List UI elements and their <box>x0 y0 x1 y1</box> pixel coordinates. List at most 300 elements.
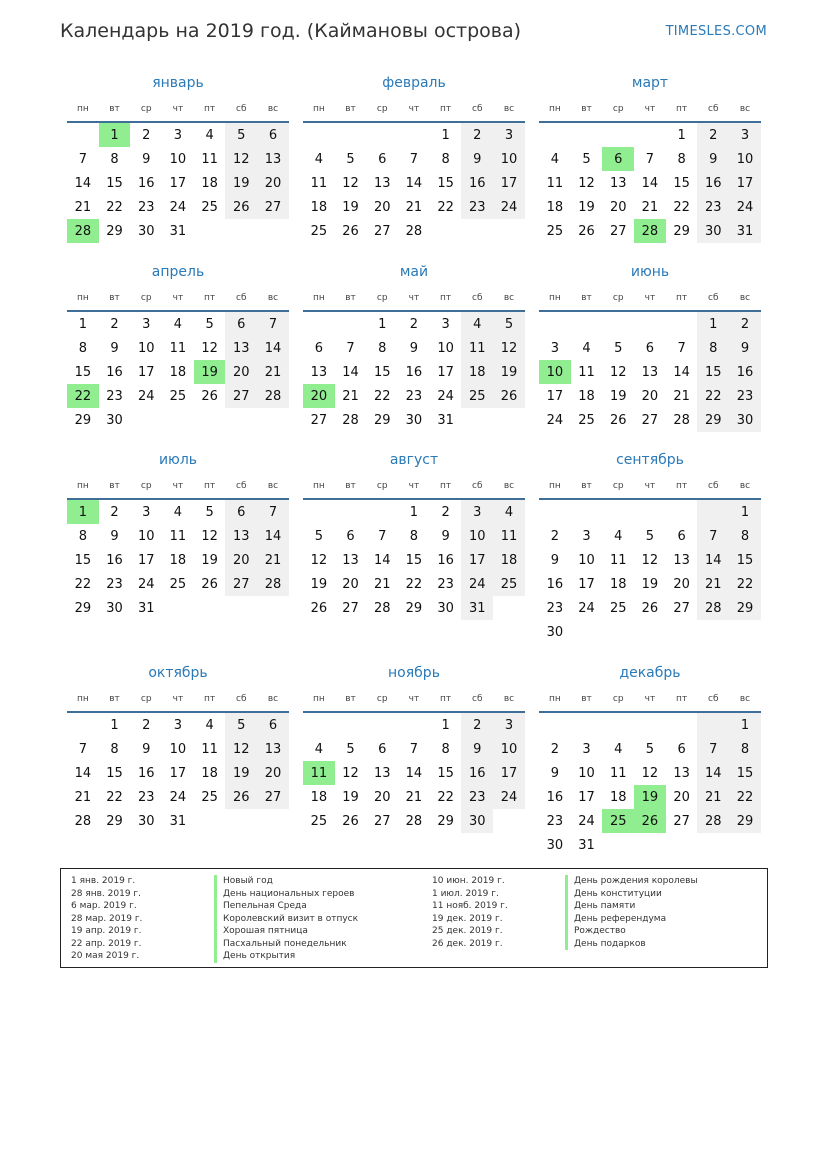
day-cell[interactable]: 18 <box>169 364 187 380</box>
day-cell[interactable]: 22 <box>729 785 761 809</box>
day-cell[interactable]: 16 <box>697 171 729 195</box>
day-cell[interactable]: 15 <box>697 360 729 384</box>
day-cell[interactable]: 9 <box>409 340 419 356</box>
day-cell[interactable]: 13 <box>257 737 289 761</box>
day-cell[interactable]: 11 <box>201 151 218 167</box>
day-cell[interactable]: 19 <box>225 171 257 195</box>
day-cell[interactable]: 7 <box>409 741 419 757</box>
day-cell[interactable]: 25 <box>602 809 634 833</box>
day-cell[interactable]: 6 <box>225 312 257 336</box>
day-cell[interactable]: 22 <box>697 384 729 408</box>
day-cell[interactable]: 13 <box>373 175 391 191</box>
day-cell[interactable]: 13 <box>641 364 659 380</box>
day-cell[interactable]: 27 <box>225 572 257 596</box>
day-cell[interactable]: 27 <box>225 384 257 408</box>
day-cell[interactable]: 22 <box>106 789 123 805</box>
day-cell[interactable]: 14 <box>641 175 659 191</box>
day-cell[interactable]: 26 <box>634 809 666 833</box>
day-cell[interactable]: 6 <box>677 528 686 544</box>
day-cell[interactable]: 12 <box>201 340 218 356</box>
day-cell[interactable]: 29 <box>697 408 729 432</box>
day-cell[interactable]: 8 <box>677 151 686 167</box>
day-cell[interactable]: 27 <box>673 600 690 616</box>
day-cell[interactable]: 6 <box>314 340 323 356</box>
day-cell[interactable]: 29 <box>373 412 391 428</box>
day-cell[interactable]: 4 <box>314 151 323 167</box>
day-cell[interactable]: 8 <box>110 151 119 167</box>
day-cell[interactable]: 13 <box>225 336 257 360</box>
day-cell[interactable]: 1 <box>409 504 419 520</box>
day-cell[interactable]: 27 <box>257 785 289 809</box>
day-cell[interactable]: 7 <box>257 500 289 524</box>
day-cell[interactable]: 5 <box>645 741 655 757</box>
day-cell[interactable]: 18 <box>546 199 564 215</box>
day-cell[interactable]: 6 <box>602 147 634 171</box>
day-cell[interactable]: 14 <box>257 336 289 360</box>
day-cell[interactable]: 25 <box>201 199 218 215</box>
day-cell[interactable]: 15 <box>74 552 92 568</box>
day-cell[interactable]: 22 <box>106 199 123 215</box>
day-cell[interactable]: 6 <box>645 340 655 356</box>
day-cell[interactable]: 13 <box>310 364 328 380</box>
day-cell[interactable]: 23 <box>729 384 761 408</box>
day-cell[interactable]: 18 <box>609 789 627 805</box>
day-cell[interactable]: 29 <box>729 809 761 833</box>
day-cell[interactable]: 23 <box>137 199 155 215</box>
day-cell[interactable]: 5 <box>582 151 591 167</box>
day-cell[interactable]: 14 <box>673 364 690 380</box>
day-cell[interactable]: 24 <box>578 600 595 616</box>
day-cell[interactable]: 12 <box>225 147 257 171</box>
day-cell[interactable]: 19 <box>225 761 257 785</box>
day-cell[interactable]: 2 <box>461 123 493 147</box>
day-cell[interactable]: 15 <box>74 364 92 380</box>
day-cell[interactable]: 25 <box>310 223 328 239</box>
day-cell[interactable]: 18 <box>201 175 218 191</box>
day-cell[interactable]: 5 <box>346 741 355 757</box>
day-cell[interactable]: 10 <box>493 147 525 171</box>
day-cell[interactable]: 13 <box>225 524 257 548</box>
day-cell[interactable]: 11 <box>303 761 335 785</box>
day-cell[interactable]: 4 <box>550 151 559 167</box>
day-cell[interactable]: 31 <box>461 596 493 620</box>
day-cell[interactable]: 15 <box>729 761 761 785</box>
day-cell[interactable]: 5 <box>645 528 655 544</box>
day-cell[interactable]: 20 <box>641 388 659 404</box>
day-cell[interactable]: 31 <box>137 600 155 616</box>
brand-link[interactable]: TIMESLES.COM <box>665 24 767 39</box>
day-cell[interactable]: 3 <box>142 504 151 520</box>
day-cell[interactable]: 8 <box>78 528 87 544</box>
day-cell[interactable]: 4 <box>614 741 623 757</box>
day-cell[interactable]: 24 <box>137 388 155 404</box>
day-cell[interactable]: 25 <box>169 388 187 404</box>
day-cell[interactable]: 7 <box>378 528 387 544</box>
day-cell[interactable]: 30 <box>137 813 155 829</box>
day-cell[interactable]: 1 <box>729 713 761 737</box>
day-cell[interactable]: 28 <box>373 600 391 616</box>
day-cell[interactable]: 24 <box>169 199 187 215</box>
day-cell[interactable]: 18 <box>310 199 328 215</box>
day-cell[interactable]: 3 <box>173 717 183 733</box>
day-cell[interactable]: 9 <box>461 147 493 171</box>
day-cell[interactable]: 24 <box>137 576 155 592</box>
day-cell[interactable]: 17 <box>137 552 155 568</box>
day-cell[interactable]: 20 <box>257 171 289 195</box>
day-cell[interactable]: 18 <box>493 548 525 572</box>
day-cell[interactable]: 26 <box>310 600 328 616</box>
day-cell[interactable]: 11 <box>310 175 328 191</box>
day-cell[interactable]: 1 <box>110 717 119 733</box>
day-cell[interactable]: 30 <box>405 412 423 428</box>
day-cell[interactable]: 16 <box>137 765 155 781</box>
day-cell[interactable]: 5 <box>205 504 214 520</box>
day-cell[interactable]: 13 <box>673 765 690 781</box>
day-cell[interactable]: 23 <box>106 388 123 404</box>
day-cell[interactable]: 24 <box>546 412 564 428</box>
day-cell[interactable]: 13 <box>673 552 690 568</box>
day-cell[interactable]: 6 <box>257 713 289 737</box>
day-cell[interactable]: 29 <box>106 223 123 239</box>
day-cell[interactable]: 2 <box>729 312 761 336</box>
day-cell[interactable]: 1 <box>441 127 450 143</box>
day-cell[interactable]: 17 <box>578 576 595 592</box>
day-cell[interactable]: 30 <box>137 223 155 239</box>
day-cell[interactable]: 8 <box>441 741 450 757</box>
day-cell[interactable]: 30 <box>697 219 729 243</box>
day-cell[interactable]: 31 <box>578 837 595 853</box>
day-cell[interactable]: 10 <box>578 765 595 781</box>
day-cell[interactable]: 31 <box>729 219 761 243</box>
day-cell[interactable]: 5 <box>314 528 323 544</box>
day-cell[interactable]: 8 <box>378 340 387 356</box>
day-cell[interactable]: 14 <box>74 175 92 191</box>
day-cell[interactable]: 29 <box>437 813 454 829</box>
day-cell[interactable]: 29 <box>74 600 92 616</box>
day-cell[interactable]: 10 <box>137 528 155 544</box>
day-cell[interactable]: 10 <box>169 741 187 757</box>
day-cell[interactable]: 29 <box>673 223 690 239</box>
day-cell[interactable]: 11 <box>578 364 595 380</box>
day-cell[interactable]: 21 <box>405 789 423 805</box>
day-cell[interactable]: 14 <box>697 548 729 572</box>
day-cell[interactable]: 3 <box>461 500 493 524</box>
day-cell[interactable]: 3 <box>493 123 525 147</box>
day-cell[interactable]: 16 <box>437 552 454 568</box>
day-cell[interactable]: 10 <box>461 524 493 548</box>
day-cell[interactable]: 28 <box>74 813 92 829</box>
day-cell[interactable]: 26 <box>201 576 218 592</box>
day-cell[interactable]: 25 <box>546 223 564 239</box>
day-cell[interactable]: 9 <box>461 737 493 761</box>
day-cell[interactable]: 10 <box>169 151 187 167</box>
day-cell[interactable]: 27 <box>373 813 391 829</box>
day-cell[interactable]: 6 <box>677 741 686 757</box>
day-cell[interactable]: 4 <box>205 717 214 733</box>
day-cell[interactable]: 21 <box>74 199 92 215</box>
day-cell[interactable]: 1 <box>677 127 686 143</box>
day-cell[interactable]: 27 <box>310 412 328 428</box>
day-cell[interactable]: 15 <box>673 175 690 191</box>
day-cell[interactable]: 6 <box>225 500 257 524</box>
day-cell[interactable]: 14 <box>405 765 423 781</box>
day-cell[interactable]: 12 <box>342 765 359 781</box>
day-cell[interactable]: 22 <box>437 199 454 215</box>
day-cell[interactable]: 9 <box>110 528 119 544</box>
day-cell[interactable]: 20 <box>257 761 289 785</box>
day-cell[interactable]: 15 <box>437 175 454 191</box>
day-cell[interactable]: 7 <box>697 524 729 548</box>
day-cell[interactable]: 22 <box>437 789 454 805</box>
day-cell[interactable]: 14 <box>257 524 289 548</box>
day-cell[interactable]: 3 <box>493 713 525 737</box>
day-cell[interactable]: 19 <box>609 388 627 404</box>
day-cell[interactable]: 24 <box>493 785 525 809</box>
day-cell[interactable]: 15 <box>729 548 761 572</box>
day-cell[interactable]: 26 <box>342 223 359 239</box>
day-cell[interactable]: 29 <box>729 596 761 620</box>
day-cell[interactable]: 16 <box>461 171 493 195</box>
day-cell[interactable]: 7 <box>409 151 419 167</box>
day-cell[interactable]: 12 <box>578 175 595 191</box>
day-cell[interactable]: 11 <box>201 741 218 757</box>
day-cell[interactable]: 3 <box>729 123 761 147</box>
day-cell[interactable]: 28 <box>405 813 423 829</box>
day-cell[interactable]: 25 <box>493 572 525 596</box>
day-cell[interactable]: 26 <box>201 388 218 404</box>
day-cell[interactable]: 9 <box>697 147 729 171</box>
day-cell[interactable]: 9 <box>729 336 761 360</box>
day-cell[interactable]: 27 <box>609 223 627 239</box>
day-cell[interactable]: 16 <box>106 552 123 568</box>
day-cell[interactable]: 24 <box>461 572 493 596</box>
day-cell[interactable]: 4 <box>493 500 525 524</box>
day-cell[interactable]: 7 <box>697 737 729 761</box>
day-cell[interactable]: 20 <box>373 789 391 805</box>
day-cell[interactable]: 29 <box>405 600 423 616</box>
day-cell[interactable]: 21 <box>405 199 423 215</box>
day-cell[interactable]: 2 <box>461 713 493 737</box>
day-cell[interactable]: 17 <box>493 761 525 785</box>
day-cell[interactable]: 19 <box>342 199 359 215</box>
day-cell[interactable]: 3 <box>582 741 591 757</box>
day-cell[interactable]: 25 <box>169 576 187 592</box>
day-cell[interactable]: 25 <box>578 412 595 428</box>
day-cell[interactable]: 16 <box>405 364 423 380</box>
day-cell[interactable]: 28 <box>342 412 359 428</box>
day-cell[interactable]: 7 <box>78 151 87 167</box>
day-cell[interactable]: 8 <box>697 336 729 360</box>
day-cell[interactable]: 13 <box>257 147 289 171</box>
day-cell[interactable]: 19 <box>342 789 359 805</box>
day-cell[interactable]: 14 <box>74 765 92 781</box>
day-cell[interactable]: 18 <box>201 765 218 781</box>
day-cell[interactable]: 22 <box>673 199 690 215</box>
day-cell[interactable]: 12 <box>342 175 359 191</box>
day-cell[interactable]: 24 <box>437 388 454 404</box>
day-cell[interactable]: 22 <box>74 576 92 592</box>
day-cell[interactable]: 28 <box>697 809 729 833</box>
day-cell[interactable]: 18 <box>310 789 328 805</box>
day-cell[interactable]: 19 <box>493 360 525 384</box>
day-cell[interactable]: 28 <box>405 223 423 239</box>
day-cell[interactable]: 10 <box>578 552 595 568</box>
day-cell[interactable]: 3 <box>582 528 591 544</box>
day-cell[interactable]: 1 <box>67 500 99 524</box>
day-cell[interactable]: 28 <box>257 384 289 408</box>
day-cell[interactable]: 25 <box>201 789 218 805</box>
day-cell[interactable]: 17 <box>546 388 564 404</box>
day-cell[interactable]: 24 <box>169 789 187 805</box>
day-cell[interactable]: 13 <box>373 765 391 781</box>
day-cell[interactable]: 20 <box>342 576 359 592</box>
day-cell[interactable]: 22 <box>405 576 423 592</box>
day-cell[interactable]: 5 <box>493 312 525 336</box>
day-cell[interactable]: 17 <box>169 175 187 191</box>
day-cell[interactable]: 16 <box>137 175 155 191</box>
day-cell[interactable]: 6 <box>378 151 387 167</box>
day-cell[interactable]: 2 <box>142 127 151 143</box>
day-cell[interactable]: 6 <box>378 741 387 757</box>
day-cell[interactable]: 16 <box>461 761 493 785</box>
day-cell[interactable]: 8 <box>441 151 450 167</box>
day-cell[interactable]: 1 <box>697 312 729 336</box>
day-cell[interactable]: 19 <box>634 785 666 809</box>
day-cell[interactable]: 15 <box>437 765 454 781</box>
day-cell[interactable]: 20 <box>373 199 391 215</box>
day-cell[interactable]: 8 <box>409 528 419 544</box>
day-cell[interactable]: 17 <box>461 548 493 572</box>
day-cell[interactable]: 5 <box>346 151 355 167</box>
day-cell[interactable]: 1 <box>99 123 131 147</box>
day-cell[interactable]: 4 <box>205 127 214 143</box>
day-cell[interactable]: 17 <box>137 364 155 380</box>
day-cell[interactable]: 17 <box>578 789 595 805</box>
day-cell[interactable]: 18 <box>461 360 493 384</box>
day-cell[interactable]: 24 <box>729 195 761 219</box>
day-cell[interactable]: 16 <box>106 364 123 380</box>
day-cell[interactable]: 1 <box>378 316 387 332</box>
day-cell[interactable]: 31 <box>169 223 187 239</box>
day-cell[interactable]: 12 <box>225 737 257 761</box>
day-cell[interactable]: 21 <box>641 199 659 215</box>
day-cell[interactable]: 21 <box>373 576 391 592</box>
day-cell[interactable]: 30 <box>729 408 761 432</box>
day-cell[interactable]: 20 <box>303 384 335 408</box>
day-cell[interactable]: 22 <box>373 388 391 404</box>
day-cell[interactable]: 15 <box>106 175 123 191</box>
day-cell[interactable]: 28 <box>257 572 289 596</box>
day-cell[interactable]: 7 <box>257 312 289 336</box>
day-cell[interactable]: 21 <box>257 360 289 384</box>
day-cell[interactable]: 11 <box>493 524 525 548</box>
day-cell[interactable]: 21 <box>673 388 690 404</box>
day-cell[interactable]: 8 <box>78 340 87 356</box>
day-cell[interactable]: 17 <box>169 765 187 781</box>
day-cell[interactable]: 31 <box>169 813 187 829</box>
day-cell[interactable]: 3 <box>441 316 450 332</box>
day-cell[interactable]: 21 <box>342 388 359 404</box>
day-cell[interactable]: 30 <box>106 600 123 616</box>
day-cell[interactable]: 20 <box>673 576 690 592</box>
day-cell[interactable]: 25 <box>609 600 627 616</box>
day-cell[interactable]: 19 <box>194 360 226 384</box>
day-cell[interactable]: 22 <box>67 384 99 408</box>
day-cell[interactable]: 15 <box>373 364 391 380</box>
day-cell[interactable]: 21 <box>74 789 92 805</box>
day-cell[interactable]: 20 <box>673 789 690 805</box>
day-cell[interactable]: 2 <box>550 528 559 544</box>
day-cell[interactable]: 4 <box>614 528 623 544</box>
day-cell[interactable]: 23 <box>106 576 123 592</box>
day-cell[interactable]: 23 <box>461 195 493 219</box>
day-cell[interactable]: 28 <box>697 596 729 620</box>
day-cell[interactable]: 17 <box>729 171 761 195</box>
day-cell[interactable]: 9 <box>142 151 151 167</box>
day-cell[interactable]: 11 <box>461 336 493 360</box>
day-cell[interactable]: 14 <box>342 364 359 380</box>
day-cell[interactable]: 12 <box>641 552 659 568</box>
day-cell[interactable]: 19 <box>578 199 595 215</box>
day-cell[interactable]: 2 <box>110 504 119 520</box>
day-cell[interactable]: 20 <box>609 199 627 215</box>
day-cell[interactable]: 26 <box>493 384 525 408</box>
day-cell[interactable]: 7 <box>78 741 87 757</box>
day-cell[interactable]: 27 <box>342 600 359 616</box>
day-cell[interactable]: 4 <box>314 741 323 757</box>
day-cell[interactable]: 31 <box>437 412 454 428</box>
day-cell[interactable]: 17 <box>437 364 454 380</box>
day-cell[interactable]: 15 <box>106 765 123 781</box>
day-cell[interactable]: 30 <box>437 600 454 616</box>
day-cell[interactable]: 3 <box>173 127 183 143</box>
day-cell[interactable]: 15 <box>405 552 423 568</box>
day-cell[interactable]: 4 <box>582 340 591 356</box>
day-cell[interactable]: 4 <box>173 316 183 332</box>
day-cell[interactable]: 26 <box>609 412 627 428</box>
day-cell[interactable]: 27 <box>673 813 690 829</box>
day-cell[interactable]: 19 <box>641 576 659 592</box>
day-cell[interactable]: 21 <box>697 785 729 809</box>
day-cell[interactable]: 23 <box>405 388 423 404</box>
day-cell[interactable]: 12 <box>641 765 659 781</box>
day-cell[interactable]: 19 <box>201 552 218 568</box>
day-cell[interactable]: 30 <box>106 412 123 428</box>
day-cell[interactable]: 14 <box>697 761 729 785</box>
day-cell[interactable]: 4 <box>461 312 493 336</box>
day-cell[interactable]: 27 <box>373 223 391 239</box>
day-cell[interactable]: 23 <box>461 785 493 809</box>
day-cell[interactable]: 23 <box>546 813 564 829</box>
day-cell[interactable]: 12 <box>201 528 218 544</box>
day-cell[interactable]: 5 <box>225 123 257 147</box>
day-cell[interactable]: 18 <box>609 576 627 592</box>
day-cell[interactable]: 13 <box>609 175 627 191</box>
day-cell[interactable]: 9 <box>441 528 450 544</box>
day-cell[interactable]: 22 <box>729 572 761 596</box>
day-cell[interactable]: 28 <box>634 219 666 243</box>
day-cell[interactable]: 9 <box>550 552 559 568</box>
day-cell[interactable]: 9 <box>142 741 151 757</box>
day-cell[interactable]: 8 <box>729 524 761 548</box>
day-cell[interactable]: 26 <box>225 195 257 219</box>
day-cell[interactable]: 6 <box>346 528 355 544</box>
day-cell[interactable]: 29 <box>74 412 92 428</box>
day-cell[interactable]: 4 <box>173 504 183 520</box>
day-cell[interactable]: 12 <box>493 336 525 360</box>
day-cell[interactable]: 6 <box>257 123 289 147</box>
day-cell[interactable]: 9 <box>550 765 559 781</box>
